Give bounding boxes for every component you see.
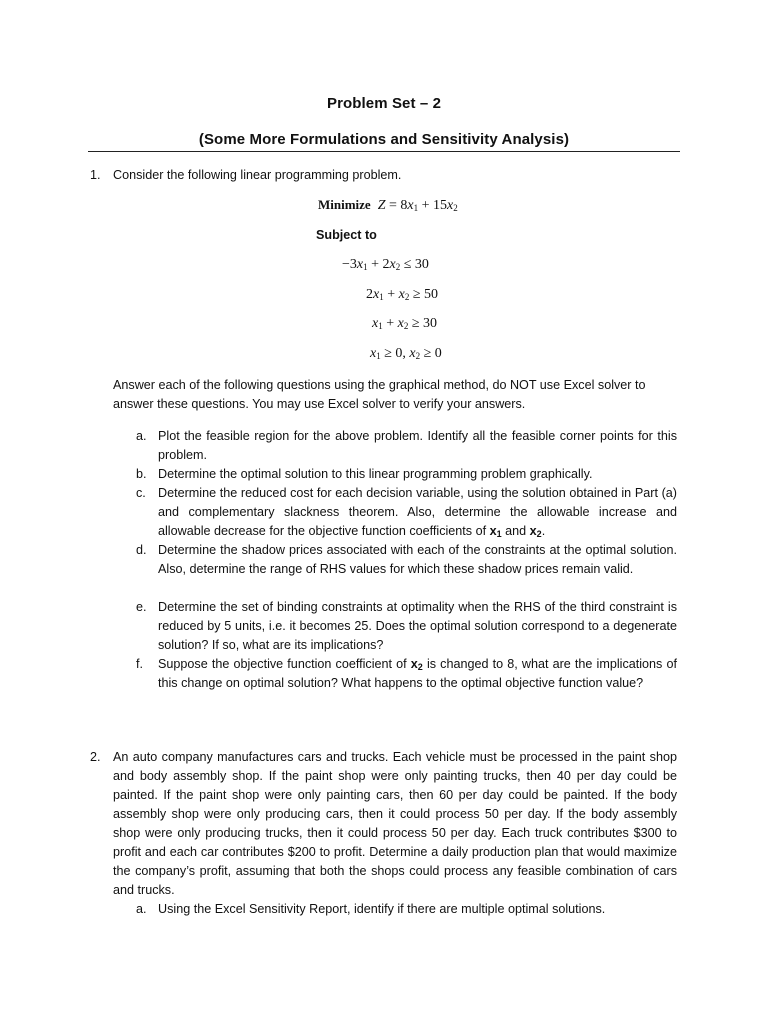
constraint-2: $2x_1 + x_2 \ge 50$: [366, 287, 439, 302]
constraint-3: $x_1 + x_2 \ge 30$: [372, 316, 438, 331]
part-label: a.: [136, 429, 147, 443]
question-1-intro: Consider the following linear programming problem.: [113, 168, 402, 182]
page-title: Problem Set – 2: [326, 95, 442, 112]
objective-label: Minimize: [318, 197, 371, 212]
part-label: c.: [136, 486, 146, 500]
question-1-instructions: Answer each of the following questions using the graphical method, do NOT use Excel solver to answer these questions. You may use Excel solver to verify your answers.: [113, 378, 646, 411]
q2-part-a-text: Using the Excel Sensitivity Report, identify if there are multiple optimal solutions.: [158, 902, 606, 916]
page-subtitle: (Some More Formulations and Sensitivity Analysis): [198, 131, 570, 148]
part-a-text: Plot the feasible region for the above problem. Identify all the feasible corner points for this problem.: [158, 429, 677, 462]
part-label: d.: [136, 543, 147, 557]
question-2-number: 2.: [90, 750, 101, 764]
objective-function: Minimize $Z = 8x_1 + 15x_2$: [318, 197, 458, 213]
part-d-text: Determine the shadow prices associated with each of the constraints at the optimal solution. Also, determine the range of RHS values for which these shadow prices remain valid.: [158, 543, 677, 576]
part-e-text: Determine the set of binding constraints at optimality when the RHS of the third constraint is reduced by 5 units, i.e. it becomes 25. Does the optimal solution correspond to a degenerate solution? If so, what are its implications?: [158, 600, 677, 652]
part-label: f.: [136, 657, 143, 671]
part-label: b.: [136, 467, 147, 481]
question-1-number: 1.: [90, 168, 101, 182]
title-divider: [88, 151, 680, 152]
part-label: e.: [136, 600, 147, 614]
part-label: a.: [136, 902, 147, 916]
question-2-text: An auto company manufactures cars and trucks. Each vehicle must be processed in the paint shop and body assembly shop. If the paint shop were only painting trucks, then 40 per day could be painted. If the paint shop were only painting cars, then 60 per day could be painted. If the body assembly shop were only producing cars, then it could process 50 per day. If the body assembly shop were only producing trucks, then it could process 50 per day. Each truck contributes $300 to profit and each car contributes $200 to profit. Determine a daily production plan that would maximize the company’s profit, assuming that both the shops could process any feasible combination of cars and trucks.: [113, 750, 677, 897]
constraint-nonnegativity: $x_1 \ge 0$, $x_2 \ge 0$: [370, 346, 442, 361]
part-c-text: Determine the reduced cost for each decision variable, using the solution obtained in Part (a) and complementary slackness theorem. Also, determine the allowable increase and allowable decrease for the objective function coefficients of $x_1$ and $x_2$.: [158, 486, 677, 539]
part-b-text: Determine the optimal solution to this linear programming problem graphically.: [158, 467, 593, 481]
constraint-1: $-3x_1 + 2x_2 \le 30$: [342, 257, 429, 272]
part-f-text: Suppose the objective function coefficient of $x_2$ is changed to 8, what are the implications of this change on optimal solution? What happens to the optimal objective function value?: [158, 657, 677, 690]
subject-to-label: Subject to: [316, 228, 377, 242]
